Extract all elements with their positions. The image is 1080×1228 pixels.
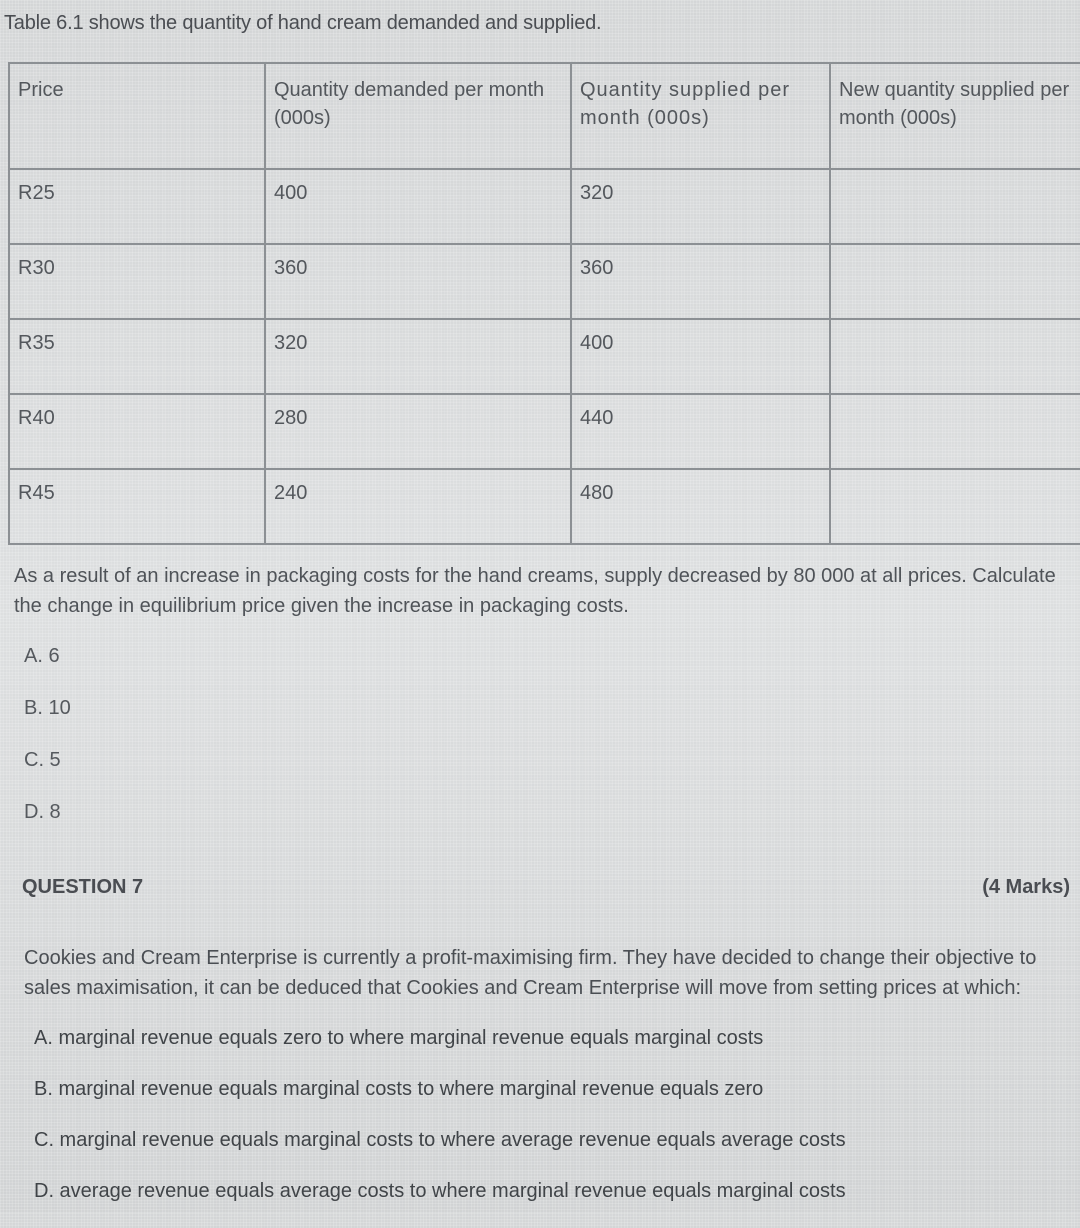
question7-marks: (4 Marks): [982, 876, 1070, 898]
cell-supplied: 480: [571, 469, 830, 544]
cell-new-supplied: [830, 469, 1080, 544]
cell-price: R40: [9, 394, 265, 469]
header-quantity-demanded: Quantity demanded per month (000s): [265, 63, 571, 169]
cell-price: R45: [9, 469, 265, 544]
cell-demanded: 280: [265, 394, 571, 469]
cell-new-supplied: [830, 394, 1080, 469]
question7-option-b[interactable]: B. marginal revenue equals marginal costs to where marginal revenue equals zero: [34, 1078, 764, 1100]
cell-new-supplied: [830, 319, 1080, 394]
cell-supplied: 360: [571, 244, 830, 319]
cell-demanded: 400: [265, 169, 571, 244]
cell-price: R25: [9, 169, 265, 244]
cell-demanded: 360: [265, 244, 571, 319]
question6-option-a[interactable]: A. 6: [24, 645, 60, 667]
table-row: [9, 244, 1080, 319]
table-caption: Table 6.1 shows the quantity of hand cream demanded and supplied.: [4, 12, 602, 34]
cell-demanded: 240: [265, 469, 571, 544]
question7-option-c[interactable]: C. marginal revenue equals marginal costs to where average revenue equals average costs: [34, 1129, 846, 1151]
cell-price: R30: [9, 244, 265, 319]
table-header-row: [9, 63, 1080, 169]
table-row: [9, 394, 1080, 469]
question6-options: [24, 642, 71, 850]
question7-title: QUESTION 7: [22, 876, 144, 898]
question6-option-b[interactable]: B. 10: [24, 697, 71, 719]
question6-text: As a result of an increase in packaging costs for the hand creams, supply decreased by 80 000 at all prices. Calculate the change in equilibrium price given the increase in packaging costs.: [14, 565, 1056, 617]
cell-new-supplied: [830, 169, 1080, 244]
header-price: Price: [9, 63, 265, 169]
cell-price: R35: [9, 319, 265, 394]
header-new-quantity-supplied: New quantity supplied per month (000s): [830, 63, 1080, 169]
table-row: [9, 319, 1080, 394]
cell-new-supplied: [830, 244, 1080, 319]
table-row: [9, 169, 1080, 244]
cell-supplied: 440: [571, 394, 830, 469]
header-quantity-supplied: Quantity supplied per month (000s): [571, 63, 830, 169]
question7-option-d[interactable]: D. average revenue equals average costs to where marginal revenue equals marginal costs: [34, 1180, 846, 1202]
table-row: [9, 469, 1080, 544]
question7-option-a[interactable]: A. marginal revenue equals zero to where marginal revenue equals marginal costs: [34, 1027, 764, 1049]
question6-option-d[interactable]: D. 8: [24, 801, 61, 823]
question7-text: Cookies and Cream Enterprise is currently a profit-maximising firm. They have decided to change their objective to sales maximisation, it can be deduced that Cookies and Cream Enterprise will move from setting prices at which:: [24, 947, 1037, 999]
question7-options: [34, 1024, 846, 1228]
hand-cream-table: [8, 62, 1080, 545]
cell-supplied: 400: [571, 319, 830, 394]
cell-supplied: 320: [571, 169, 830, 244]
question6-option-c[interactable]: C. 5: [24, 749, 61, 771]
cell-demanded: 320: [265, 319, 571, 394]
